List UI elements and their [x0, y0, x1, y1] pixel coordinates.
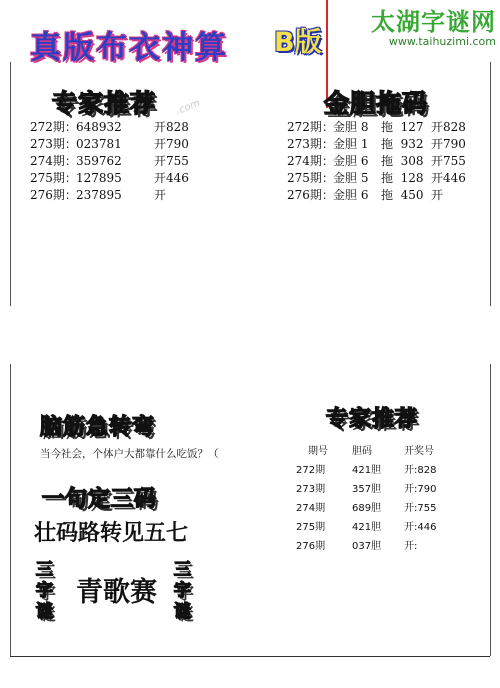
- riddle-label-left: 三 字 谜: [36, 560, 54, 622]
- table-row: 273期 357胆 开:790: [296, 484, 437, 495]
- brain-teaser-heading: 脑筋急转弯: [40, 415, 156, 440]
- column-header: 开奖号: [404, 446, 434, 457]
- phrase-text: 壮码路转见五七: [34, 521, 189, 546]
- expert-recommend-table: [296, 440, 464, 554]
- riddle-text: 当今社会，个体户大都靠什么吃饭？（: [40, 448, 219, 460]
- frame-bottom-rule: [10, 656, 490, 657]
- expert-recommend-heading: 专家推荐: [52, 89, 157, 118]
- version-badge: B版: [274, 27, 322, 58]
- brand-url: www.taihuzimi.com: [388, 35, 496, 48]
- list-item: 272期： 648932 开828: [30, 120, 189, 134]
- list-item: 274期： 金胆 6 拖 308 开755: [287, 154, 466, 168]
- watermark-text: .com: [174, 97, 202, 118]
- brand-logo: [371, 2, 496, 48]
- frame-right-top: [490, 62, 491, 306]
- table-row: 276期 037胆 开:: [296, 541, 418, 552]
- list-item: 273期： 金胆 1 拖 932 开790: [287, 137, 466, 151]
- brand-name: 太湖字谜网: [371, 8, 496, 36]
- table-row: 274期 689胆 开:755: [296, 503, 437, 514]
- gold-drag-list: [287, 119, 466, 204]
- expert-recommend-list: [30, 119, 189, 204]
- list-item: 273期： 023781 开790: [30, 137, 189, 151]
- column-header: 期号: [308, 446, 328, 457]
- center-answer-text: 青歌赛: [76, 577, 157, 608]
- table-row: 275期 421胆 开:446: [296, 522, 437, 533]
- list-item: 276期： 金胆 6 拖 450 开: [287, 188, 444, 202]
- list-item: 275期： 127895 开446: [30, 171, 189, 185]
- riddle-label-right: 三 字 谜: [174, 560, 192, 622]
- table-row: 272期 421胆 开:828: [296, 465, 437, 476]
- frame-left-top: [10, 62, 11, 306]
- page-title: 真版布衣神算: [30, 30, 228, 66]
- expert-recommend-heading-2: 专家推荐: [326, 407, 419, 432]
- frame-right-bottom: [490, 364, 491, 656]
- list-item: 276期： 237895 开: [30, 188, 167, 202]
- list-item: 274期： 359762 开755: [30, 154, 189, 168]
- three-codes-heading: 一句定三码: [42, 487, 158, 512]
- column-header: 胆码: [352, 446, 372, 457]
- table-header: [296, 440, 464, 459]
- list-item: 275期： 金胆 5 拖 128 开446: [287, 171, 466, 185]
- gold-drag-heading: 金胆拖码: [324, 89, 429, 118]
- frame-left-bottom: [10, 364, 11, 656]
- list-item: 272期： 金胆 8 拖 127 开828: [287, 120, 466, 134]
